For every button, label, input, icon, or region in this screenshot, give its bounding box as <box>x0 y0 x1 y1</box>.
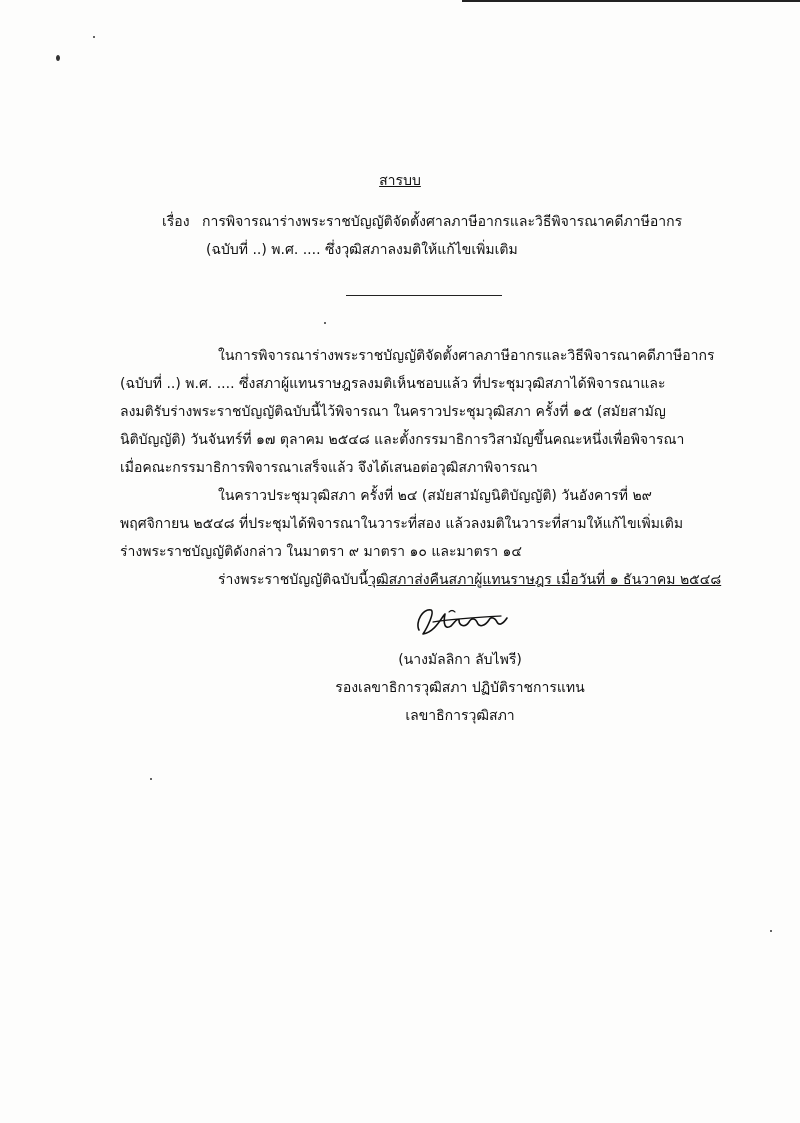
handwritten-signature <box>330 600 590 644</box>
scan-edge-line <box>462 0 800 2</box>
paragraph-2-line-2: พฤศจิกายน ๒๕๔๘ ที่ประชุมได้พิจารณาในวาระที่สอง แล้วลงมติในวาระที่สามให้แก้ไขเพิ่มเติม <box>120 516 684 532</box>
scan-speck <box>770 930 772 932</box>
document-body <box>120 342 722 594</box>
subject-text-1: การพิจารณาร่างพระราชบัญญัติจัดตั้งศาลภาษีอากรและวิธีพิจารณาคดีภาษีอากร <box>202 214 683 230</box>
scan-speck <box>56 55 60 61</box>
signature-graphic <box>405 600 515 644</box>
paragraph-2-line-1: ในคราวประชุมวุฒิสภา ครั้งที่ ๒๔ (สมัยสามัญนิติบัญญัติ) วันอังคารที่ ๒๙ <box>218 488 652 504</box>
paragraph-1-line-4: นิติบัญญัติ) วันจันทร์ที่ ๑๗ ตุลาคม ๒๕๔๘ และตั้งกรรมาธิการวิสามัญขึ้นคณะหนึ่งเพื่อพิจารณา <box>120 432 685 448</box>
scan-speck <box>150 778 152 780</box>
scan-speck <box>93 36 95 38</box>
document-title <box>0 170 800 192</box>
section-divider <box>346 295 502 296</box>
paragraph-1-line-5: เมื่อคณะกรรมาธิการพิจารณาเสร็จแล้ว จึงได้เสนอต่อวุฒิสภาพิจารณา <box>120 460 538 476</box>
scan-speck <box>324 322 326 324</box>
signatory-name: (นางมัลลิกา ลับไพรี) <box>398 652 522 668</box>
paragraph-1-line-2: (ฉบับที่ ..) พ.ศ. .... ซึ่งสภาผู้แทนราษฎรลงมติเห็นชอบแล้ว ที่ประชุมวุฒิสภาได้พิจารณาและ <box>120 376 666 392</box>
paragraph-1-line-1: ในการพิจารณาร่างพระราชบัญญัติจัดตั้งศาลภาษีอากรและวิธีพิจารณาคดีภาษีอากร <box>218 348 715 364</box>
paragraph-3-prefix: ร่างพระราชบัญญัติฉบับนี้ <box>218 572 369 588</box>
paragraph-3-underlined: วุฒิสภาส่งคืนสภาผู้แทนราษฎร เมื่อวันที่ ๑ ธันวาคม ๒๕๔๘ <box>368 572 722 588</box>
paragraph-3 <box>120 566 722 594</box>
subject-line-1 <box>162 208 722 236</box>
signatory-position-1: รองเลขาธิการวุฒิสภา ปฏิบัติราชการแทน <box>335 680 585 696</box>
signatory-position-2: เลขาธิการวุฒิสภา <box>405 708 515 724</box>
subject-label: เรื่อง <box>162 214 190 230</box>
paragraph-2-line-3: ร่างพระราชบัญญัติดังกล่าว ในมาตรา ๙ มาตรา ๑๐ และมาตรา ๑๔ <box>120 544 522 560</box>
paragraph-1-line-3: ลงมติรับร่างพระราชบัญญัติฉบับนี้ไว้พิจารณา ในคราวประชุมวุฒิสภา ครั้งที่ ๑๕ (สมัยสามัญ <box>120 404 666 420</box>
subject-block <box>162 208 722 264</box>
subject-line-2: (ฉบับที่ ..) พ.ศ. .... ซึ่งวุฒิสภาลงมติให้แก้ไขเพิ่มเติม <box>206 242 518 258</box>
document-title-text: สารบบ <box>379 173 421 189</box>
signature-block <box>330 600 590 730</box>
